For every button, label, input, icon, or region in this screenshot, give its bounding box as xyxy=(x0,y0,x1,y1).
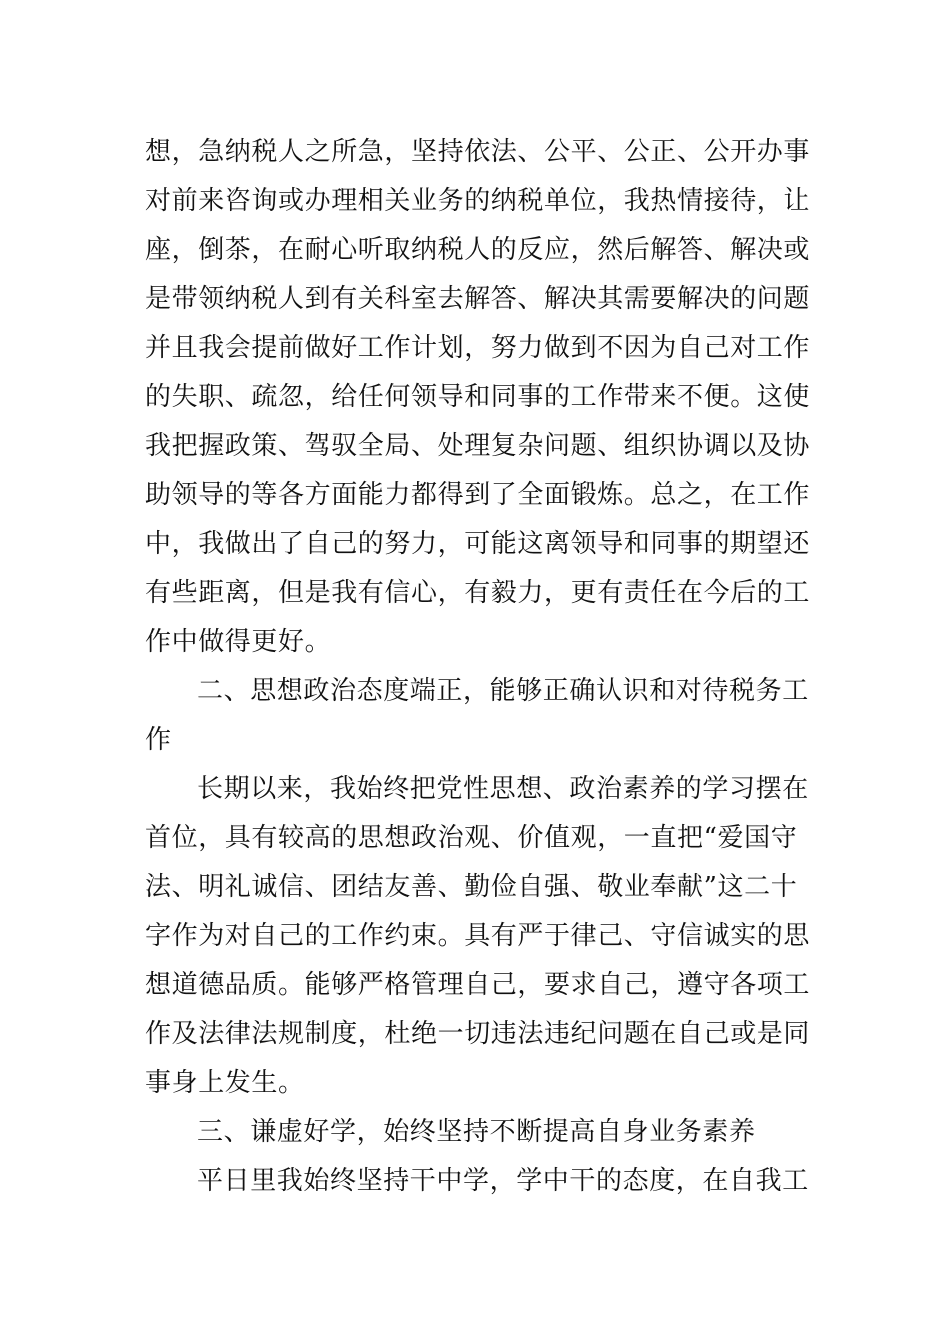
section-heading-line: 三、谦虚好学，始终坚持不断提高自身业务素养 xyxy=(197,1117,756,1147)
text-line: 事身上发生。 xyxy=(145,1068,305,1098)
text-line: 是带领纳税人到有关科室去解答、解决其需要解决的问题 xyxy=(145,284,811,314)
section-heading-line: 二、思想政治态度端正，能够正确认识和对待税务工 xyxy=(197,676,809,706)
text-line: 并且我会提前做好工作计划，努力做到不因为自己对工作 xyxy=(145,333,811,363)
text-line: 我把握政策、驾驭全局、处理复杂问题、组织协调以及协 xyxy=(145,431,811,461)
paragraph-start-line: 长期以来，我始终把党性思想、政治素养的学习摆在 xyxy=(197,774,809,804)
text-line: 有些距离，但是我有信心，有毅力，更有责任在今后的工 xyxy=(145,578,811,608)
text-line: 首位，具有较高的思想政治观、价值观，一直把“爱国守 xyxy=(145,823,798,853)
text-line: 想，急纳税人之所急，坚持依法、公平、公正、公开办事 xyxy=(145,137,811,167)
text-line: 座，倒茶，在耐心听取纳税人的反应，然后解答、解决或 xyxy=(145,235,811,265)
text-line: 中，我做出了自己的努力，可能这离领导和同事的期望还 xyxy=(145,529,811,559)
document-body xyxy=(145,128,815,1206)
text-line: 想道德品质。能够严格管理自己，要求自己，遵守各项工 xyxy=(145,970,811,1000)
text-line: 作中做得更好。 xyxy=(145,627,332,657)
text-line: 法、明礼诚信、团结友善、勤俭自强、敬业奉献”这二十 xyxy=(145,872,798,902)
text-line: 对前来咨询或办理相关业务的纳税单位，我热情接待，让 xyxy=(145,186,811,216)
section-heading-line: 作 xyxy=(145,725,172,755)
paragraph-start-line: 平日里我始终坚持干中学，学中干的态度，在自我工 xyxy=(197,1166,809,1196)
text-line: 字作为对自己的工作约束。具有严于律己、守信诚实的思 xyxy=(145,921,811,951)
text-line: 助领导的等各方面能力都得到了全面锻炼。总之，在工作 xyxy=(145,480,811,510)
text-line: 作及法律法规制度，杜绝一切违法违纪问题在自己或是同 xyxy=(145,1019,811,1049)
text-line: 的失职、疏忽，给任何领导和同事的工作带来不便。这使 xyxy=(145,382,811,412)
